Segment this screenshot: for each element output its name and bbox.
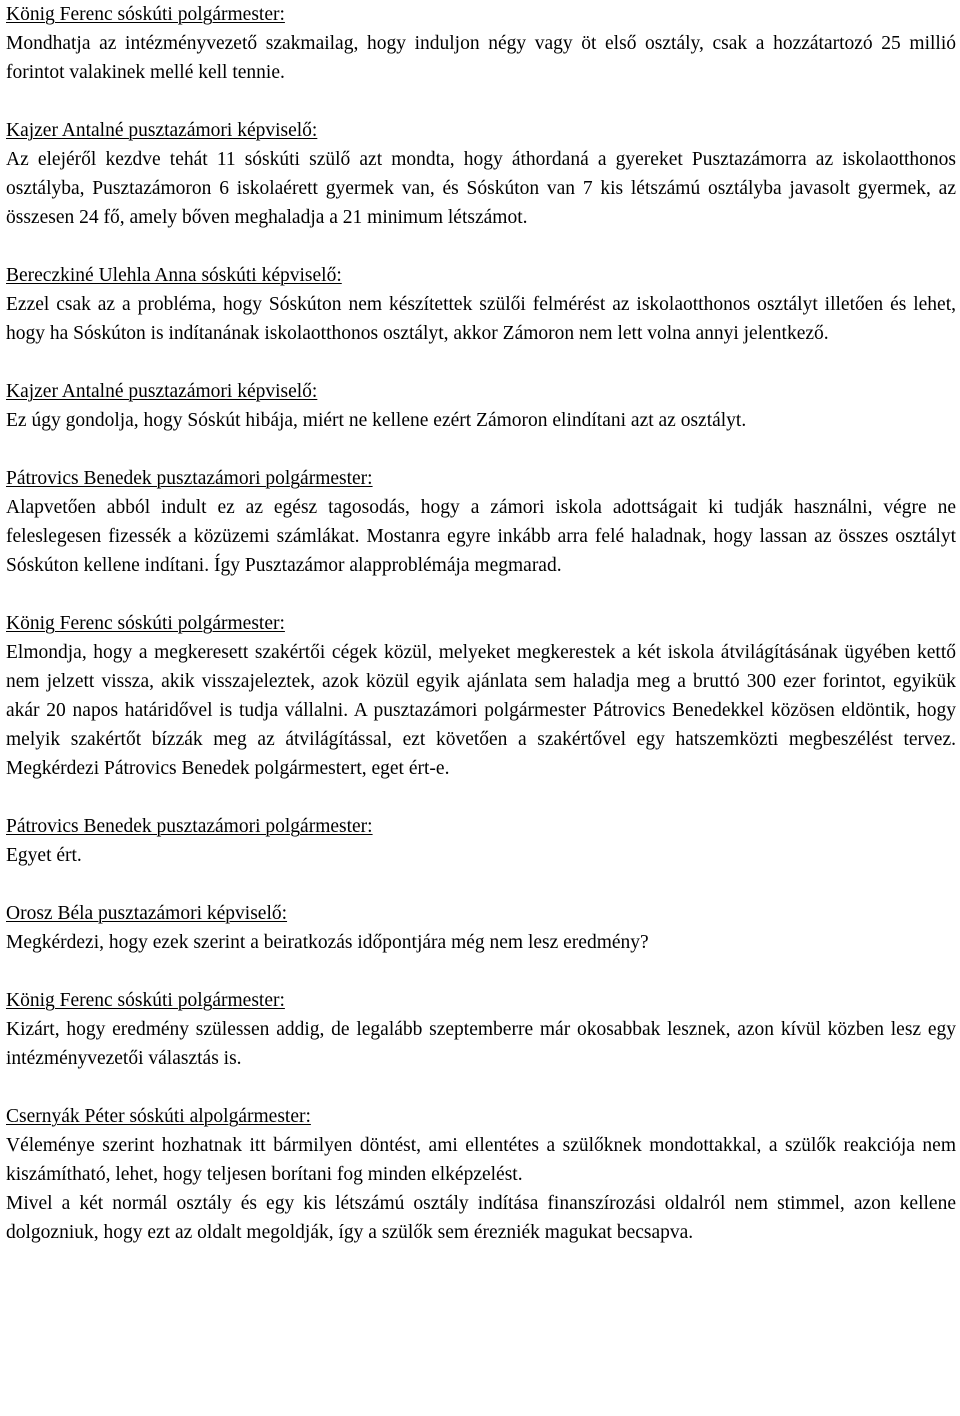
speech-block xyxy=(6,986,956,1073)
speech-block xyxy=(6,377,956,435)
speech-paragraph: Mivel a két normál osztály és egy kis létszámú osztály indítása finanszírozási oldalról nem stimmel, azon kellene dolgozniuk, hogy ezt az oldalt megoldják, így a szülők sem érezniék magukat becsapva. xyxy=(6,1193,956,1243)
speech-paragraph: Alapvetően abból indult ez az egész tagosodás, hogy a zámori iskola adottságait ki tudják használni, végre ne feleslegesen fizessék a közüzemi számlákat. Mostanra egyre inkább arra felé haladnak, hogy lassan az összes osztályt Sóskúton kellene indítani. Így Pusztazámor alapproblémája megmarad. xyxy=(6,497,956,576)
speaker-name: Kajzer Antalné pusztazámori képviselő: xyxy=(6,120,318,141)
speaker-name: Csernyák Péter sóskúti alpolgármester: xyxy=(6,1106,311,1127)
speech-block xyxy=(6,1102,956,1247)
speaker-name: Kajzer Antalné pusztazámori képviselő: xyxy=(6,381,318,402)
speech-block xyxy=(6,812,956,870)
speaker-name: König Ferenc sóskúti polgármester: xyxy=(6,613,285,634)
speech-paragraph: Ez úgy gondolja, hogy Sóskút hibája, miért ne kellene ezért Zámoron elindítani azt az osztályt. xyxy=(6,410,747,431)
speech-paragraph: Elmondja, hogy a megkeresett szakértői cégek közül, melyeket megkerestek a két iskola átvilágításának ügyében kettő nem jelzett vissza, akik visszajeleztek, azok közül egyik ajánlata sem haladja meg a bruttó 300 ezer forintot, egyikük akár 20 napos határidővel is tudja vállalni. A pusztazámori polgármester Pátrovics Benedekkel közösen eldöntik, hogy melyik szakértőt bízzák meg az átvilágítással, ezt követően a szakértővel egy hatszemközti megbeszélést tervez. Megkérdezi Pátrovics Benedek polgármestert, eget ért-e. xyxy=(6,642,956,779)
speaker-name: König Ferenc sóskúti polgármester: xyxy=(6,990,285,1011)
speech-block xyxy=(6,261,956,348)
speaker-name: Pátrovics Benedek pusztazámori polgármester: xyxy=(6,816,373,837)
speech-paragraph: Véleménye szerint hozhatnak itt bármilyen döntést, ami ellentétes a szülőknek mondottakkal, a szülők reakciója nem kiszámítható, lehet, hogy teljesen borítani fog minden elképzelést. xyxy=(6,1135,956,1185)
speech-block xyxy=(6,116,956,232)
speaker-name: Orosz Béla pusztazámori képviselő: xyxy=(6,903,288,924)
speaker-name: Bereczkiné Ulehla Anna sóskúti képviselő: xyxy=(6,265,342,286)
speech-paragraph: Egyet ért. xyxy=(6,845,82,866)
speaker-name: Pátrovics Benedek pusztazámori polgármester: xyxy=(6,468,373,489)
speech-paragraph: Megkérdezi, hogy ezek szerint a beiratkozás időpontjára még nem lesz eredmény? xyxy=(6,932,649,953)
speech-block xyxy=(6,0,956,87)
speech-paragraph: Mondhatja az intézményvezető szakmailag, hogy induljon négy vagy öt első osztály, csak a hozzátartozó 25 millió forintot valakinek mellé kell tennie. xyxy=(6,33,956,83)
speech-paragraph: Az elejéről kezdve tehát 11 sóskúti szülő azt mondta, hogy áthordaná a gyereket Pusztazámorra az iskolaotthonos osztályba, Pusztazámoron 6 iskolaérett gyermek van, és Sóskúton van 7 kis létszámú osztályba javasolt gyermek, az összesen 24 fő, amely bőven meghaladja a 21 minimum létszámot. xyxy=(6,149,956,228)
speech-paragraph: Ezzel csak az a probléma, hogy Sóskúton nem készítettek szülői felmérést az iskolaotthonos osztályt illetően és lehet, hogy ha Sóskúton is indítanának iskolaotthonos osztályt, akkor Zámoron nem lett volna annyi jelentkező. xyxy=(6,294,956,344)
speech-block xyxy=(6,899,956,957)
document-page xyxy=(6,0,956,1247)
speaker-name: König Ferenc sóskúti polgármester: xyxy=(6,4,285,25)
speech-paragraph: Kizárt, hogy eredmény szülessen addig, de legalább szeptemberre már okosabbak lesznek, azon kívül közben lesz egy intézményvezetői választás is. xyxy=(6,1019,956,1069)
speech-block xyxy=(6,609,956,783)
speech-block xyxy=(6,464,956,580)
